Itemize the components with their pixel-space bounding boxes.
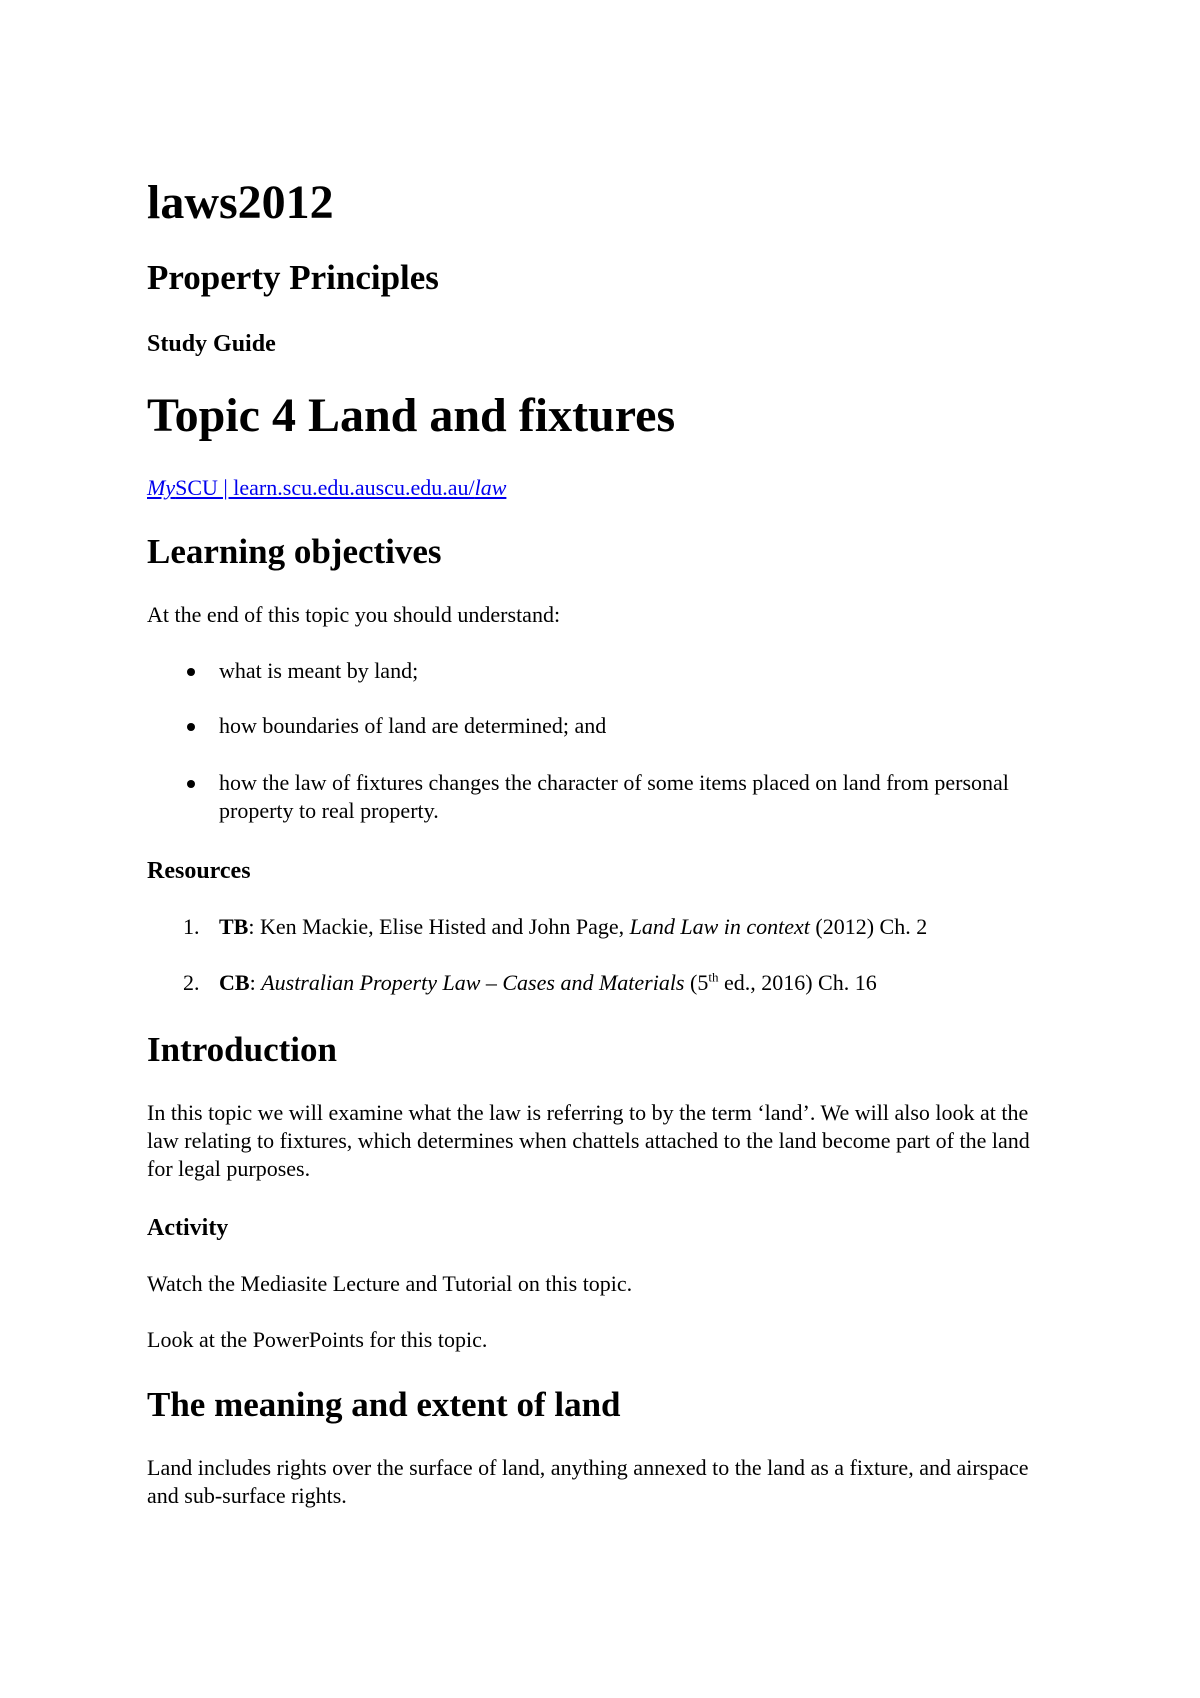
resource-label: TB [219, 914, 249, 939]
resource-label: CB [219, 970, 250, 995]
topic-title: Topic 4 Land and fixtures [147, 389, 676, 442]
learning-objectives-heading: Learning objectives [147, 532, 442, 571]
learning-objectives-intro: At the end of this topic you should understand: [147, 602, 561, 627]
bullet-icon [187, 723, 195, 731]
resource-post: ed., 2016) Ch. 16 [718, 970, 877, 995]
bullet-icon [187, 668, 195, 676]
list-item-text [219, 969, 877, 997]
resource-post-before-sup: (5 [684, 970, 709, 995]
meaning-extent-paragraph: Land includes rights over the surface of land, anything annexed to the land as a fixture, and airspace and sub-surface rights. [147, 1455, 1029, 1508]
list-item-text: how the law of fixtures changes the character of some items placed on land from personal property to real property. [219, 770, 1009, 823]
list-marker: 2. [183, 970, 200, 995]
meaning-extent-heading: The meaning and extent of land [147, 1385, 621, 1424]
link-part-italic-end: law [474, 475, 507, 500]
activity-line: Look at the PowerPoints for this topic. [147, 1327, 488, 1352]
resources-heading: Resources [147, 858, 251, 884]
resource-title: Land Law in context [629, 914, 810, 939]
list-item-text: what is meant by land; [219, 658, 419, 683]
list-marker: 1. [183, 914, 200, 939]
introduction-paragraph: In this topic we will examine what the law is referring to by the term ‘land’. We will also look at the law relating to fixtures, which determines when chattels attached to the land become part of the land for legal purposes. [147, 1100, 1030, 1181]
list-item-text: how boundaries of land are determined; and [219, 713, 607, 738]
link-part-rest: SCU | learn.scu.edu.auscu.edu.au/ [175, 475, 475, 500]
resource-pre: : Ken Mackie, Elise Histed and John Page, [248, 914, 630, 939]
link-part-italic: My [147, 475, 176, 500]
course-title: Property Principles [147, 258, 439, 297]
resource-pre: : [249, 970, 262, 995]
myscu-link[interactable] [147, 474, 506, 502]
activity-heading: Activity [147, 1215, 229, 1241]
bullet-icon [187, 780, 195, 788]
resource-superscript: th [708, 969, 719, 985]
resource-post: (2012) Ch. 2 [809, 914, 928, 939]
resource-title: Australian Property Law – Cases and Materials [261, 970, 685, 995]
guide-label: Study Guide [147, 331, 276, 357]
list-item-text [219, 913, 927, 941]
introduction-heading: Introduction [147, 1030, 337, 1069]
activity-line: Watch the Mediasite Lecture and Tutorial on this topic. [147, 1271, 633, 1296]
course-code: laws2012 [147, 176, 334, 229]
